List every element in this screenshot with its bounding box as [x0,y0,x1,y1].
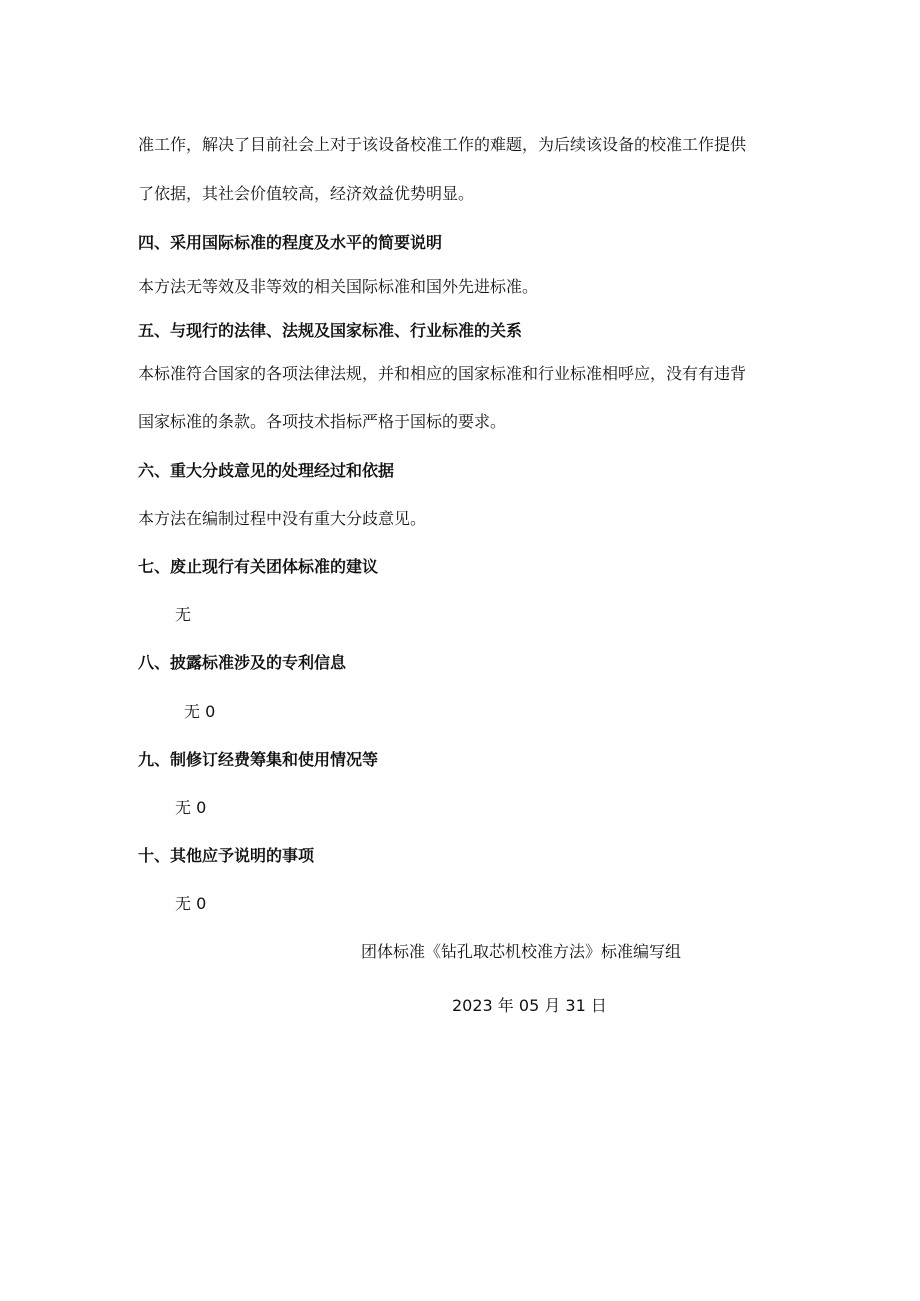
section-5-body-line-2: 国家标准的条款。各项技术指标严格于国标的要求。 [138,412,507,431]
signature-date: 2023 年 05 月 31 日 [452,996,607,1015]
section-6-heading: 六、重大分歧意见的处理经过和依据 [138,461,395,480]
section-8-heading: 八、披露标准涉及的专利信息 [138,653,347,672]
section-10-body: 无 0 [175,894,207,913]
section-4-body: 本方法无等效及非等效的相关国际标准和国外先进标准。 [138,277,539,296]
section-4-heading: 四、采用国际标准的程度及水平的简要说明 [138,233,443,252]
signature-group: 团体标准《钻孔取芯机校准方法》标准编写组 [361,942,682,961]
section-7-body: 无 [175,605,192,624]
intro-line-2: 了依据，其社会价值较高，经济效益优势明显。 [138,184,475,203]
intro-line-1: 准工作，解决了目前社会上对于该设备校准工作的难题，为后续该设备的校准工作提供 [138,135,747,154]
section-8-body: 无 0 [184,702,216,721]
section-6-body: 本方法在编制过程中没有重大分歧意见。 [138,509,427,528]
section-5-heading: 五、与现行的法律、法规及国家标准、行业标准的关系 [138,321,523,340]
section-10-heading: 十、其他应予说明的事项 [138,846,315,865]
section-7-heading: 七、废止现行有关团体标准的建议 [138,557,379,576]
section-5-body-line-1: 本标准符合国家的各项法律法规，并和相应的国家标准和行业标准相呼应，没有有违背 [138,364,747,383]
section-9-heading: 九、制修订经费筹集和使用情况等 [138,750,379,769]
section-9-body: 无 0 [175,798,207,817]
